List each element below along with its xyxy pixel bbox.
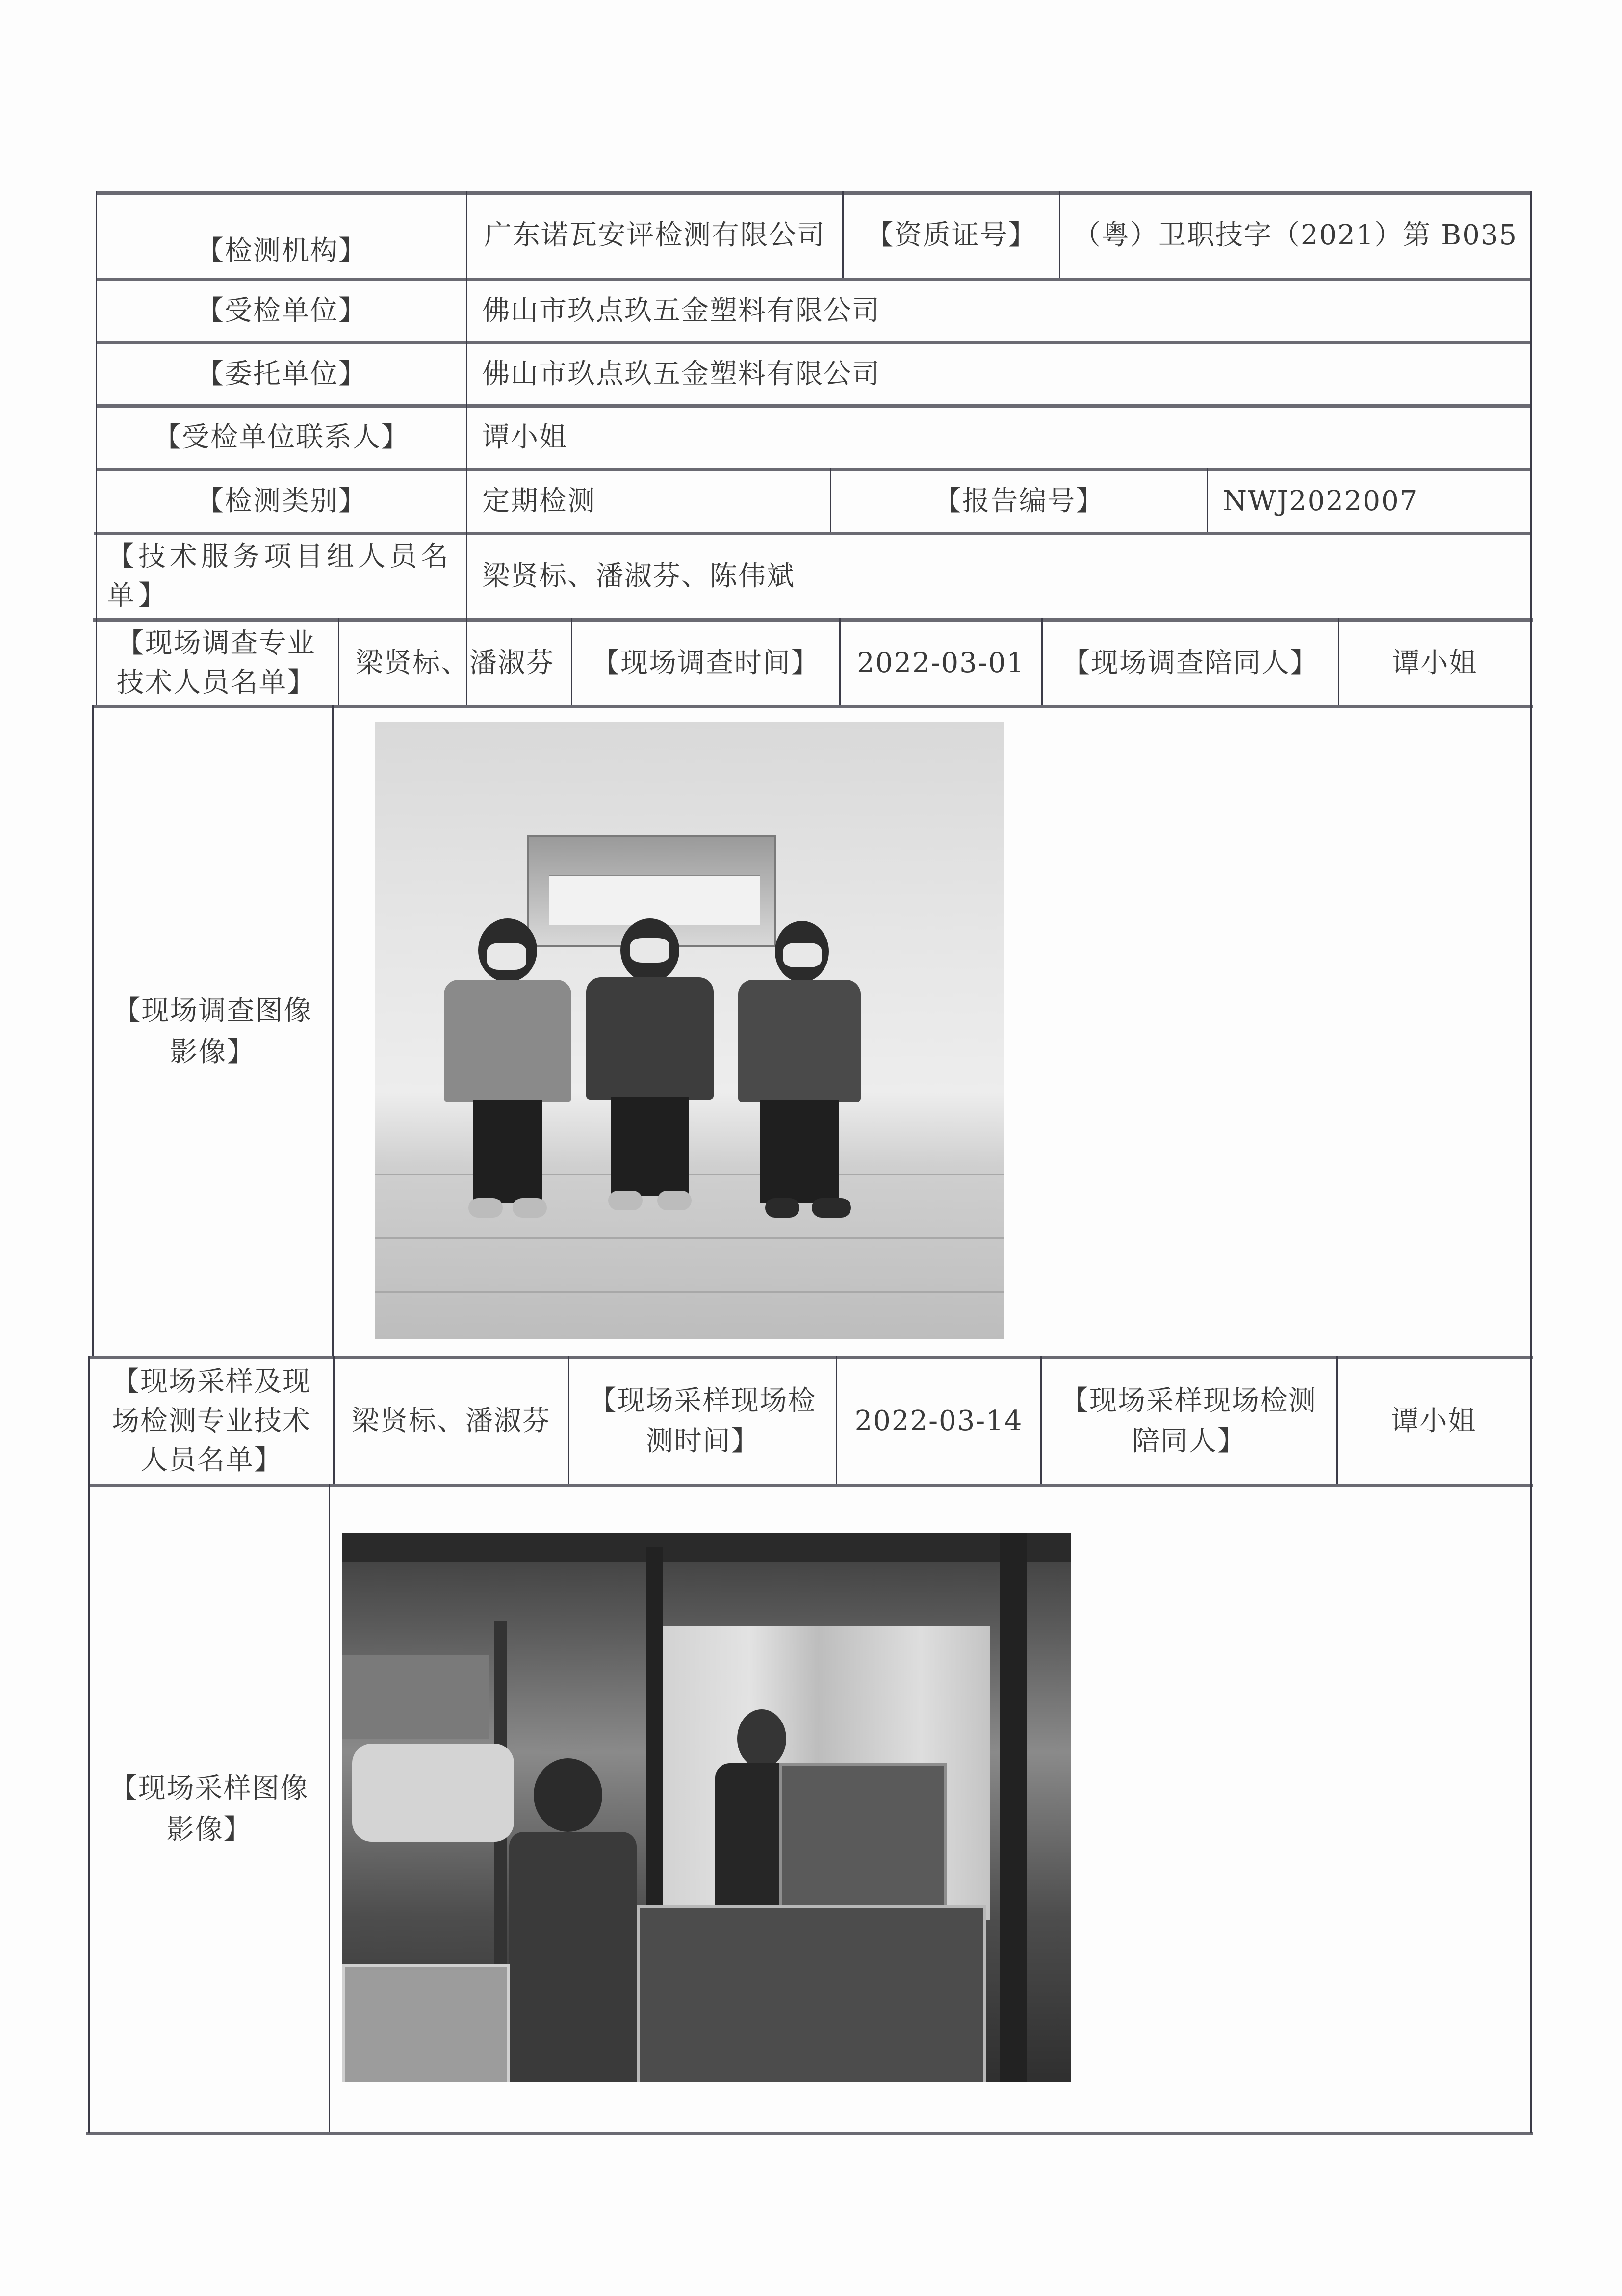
- worker-photographing: [504, 1758, 651, 2082]
- table-right-border: [1530, 191, 1532, 2133]
- project-team-label-line1: 【技术服务项目组人员名: [107, 541, 452, 573]
- project-team-label: [97, 535, 466, 618]
- survey-staff-value: [339, 621, 571, 705]
- contact-label: [97, 407, 466, 468]
- cert-value: [1060, 194, 1530, 278]
- survey-companion-value: [1339, 621, 1530, 705]
- sampling-image-label-line1: 【现场采样图像: [109, 1773, 309, 1804]
- person-left: [444, 918, 571, 1213]
- sampling-staff-label-line1: 【现场采样及现: [112, 1366, 311, 1398]
- inspected-unit-value: [467, 281, 1530, 341]
- report-number-label-text: 【报告编号】: [933, 485, 1105, 517]
- sampling-staff-label: [90, 1358, 333, 1484]
- cert-label-text: 【资质证号】: [866, 219, 1037, 251]
- sampling-time-label-line2: 测时间】: [645, 1425, 760, 1457]
- sampling-companion-value-text: 谭小姐: [1391, 1405, 1477, 1437]
- report-number-label: [831, 470, 1207, 532]
- sampling-companion-label-line1: 【现场采样现场检测: [1061, 1385, 1317, 1417]
- sampling-time-value-text: 2022-03-14: [854, 1405, 1023, 1437]
- sampling-time-value: [837, 1358, 1040, 1484]
- entrusting-unit-label-text: 【委托单位】: [196, 358, 367, 390]
- floor-line: [375, 1291, 1004, 1293]
- floor-line: [375, 1237, 1004, 1239]
- sampling-companion-value: [1338, 1358, 1530, 1484]
- survey-staff-label-line2: 技术人员名单】: [116, 666, 316, 699]
- project-team-value: [467, 535, 1530, 618]
- person-middle: [586, 918, 714, 1213]
- table-bottom-border: [86, 2132, 1533, 2135]
- white-bags: [352, 1744, 514, 1842]
- sampling-companion-label-line2: 陪同人】: [1132, 1425, 1246, 1457]
- agency-value-text: 广东诺瓦安评检测有限公司: [484, 219, 825, 251]
- sampling-staff-label-line2: 场检测专业技术: [112, 1405, 311, 1437]
- contact-value: [467, 407, 1530, 468]
- sampling-photo: [342, 1533, 1071, 2082]
- entrusting-unit-value: [467, 344, 1530, 404]
- report-number-value: [1208, 470, 1530, 532]
- sampling-time-label: [569, 1358, 836, 1484]
- survey-time-label: [572, 621, 839, 705]
- survey-time-value: [841, 621, 1041, 705]
- survey-image-label-line1: 【现场调查图像: [113, 995, 312, 1027]
- sampling-time-label-line1: 【现场采样现场检: [589, 1385, 817, 1417]
- steel-beam: [342, 1533, 1071, 1562]
- test-type-label-text: 【检测类别】: [196, 485, 367, 517]
- survey-photo: [375, 722, 1004, 1339]
- cert-label: [844, 194, 1059, 278]
- survey-time-value-text: 2022-03-01: [857, 647, 1025, 679]
- test-type-value: [467, 470, 830, 532]
- cert-value-text: （粤）卫职技字（2021）第 B035: [1073, 219, 1518, 251]
- test-type-label: [97, 470, 466, 532]
- inspected-unit-label: [97, 281, 466, 341]
- survey-staff-label: [94, 621, 338, 705]
- entrusting-unit-value-text: 佛山市玖点玖五金塑料有限公司: [482, 358, 880, 390]
- contact-label-text: 【受检单位联系人】: [154, 421, 410, 453]
- sampling-image-label: [90, 1487, 329, 2132]
- sampling-staff-value: [335, 1358, 568, 1484]
- col-divider: [329, 1484, 330, 2132]
- survey-companion-label-text: 【现场调查陪同人】: [1062, 647, 1318, 679]
- sampling-image-label-line2: 影像】: [166, 1814, 252, 1846]
- survey-time-label-text: 【现场调查时间】: [592, 647, 820, 679]
- shelving: [342, 1655, 489, 1739]
- col-divider: [332, 705, 334, 1356]
- survey-image-label-line2: 影像】: [170, 1036, 256, 1068]
- steel-column: [1000, 1533, 1027, 2082]
- sampling-companion-label: [1042, 1358, 1336, 1484]
- report-number-value-text: NWJ2022007: [1223, 485, 1418, 517]
- contact-value-text: 谭小姐: [482, 421, 567, 453]
- project-team-value-text: 梁贤标、潘淑芬、陈伟斌: [482, 560, 795, 592]
- test-type-value-text: 定期检测: [482, 485, 596, 517]
- sampling-staff-value-text: 梁贤标、潘淑芬: [352, 1405, 551, 1437]
- pellet-bin: [342, 1964, 510, 2082]
- survey-image-label: [93, 708, 332, 1356]
- survey-staff-value-text: 梁贤标、潘淑芬: [356, 647, 555, 679]
- material-bin: [637, 1905, 986, 2082]
- sampling-staff-label-line3: 人员名单】: [140, 1444, 283, 1476]
- survey-companion-label: [1043, 621, 1338, 705]
- survey-companion-value-text: 谭小姐: [1392, 647, 1478, 679]
- agency-value: [467, 194, 842, 278]
- entrusting-unit-label: [97, 344, 466, 404]
- agency-label: [97, 194, 466, 278]
- project-team-label-line2: 单】: [107, 580, 170, 612]
- inspected-unit-value-text: 佛山市玖点玖五金塑料有限公司: [482, 294, 880, 327]
- agency-label-text: 【检测机构】: [196, 235, 367, 267]
- inspected-unit-label-text: 【受检单位】: [196, 294, 367, 327]
- person-right: [738, 921, 866, 1215]
- survey-staff-label-line1: 【现场调查专业: [116, 627, 316, 659]
